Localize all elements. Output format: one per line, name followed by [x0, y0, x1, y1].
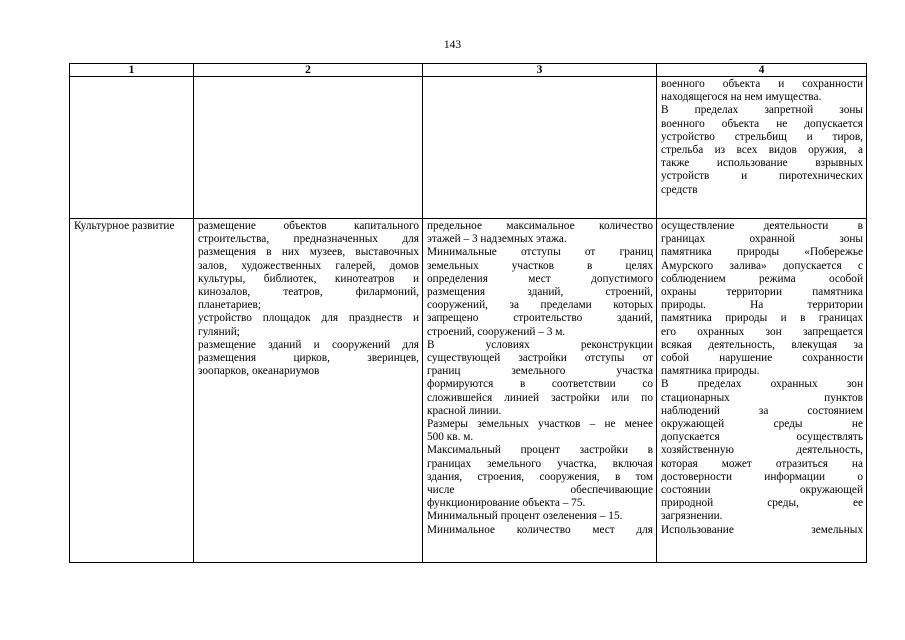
page-number: 143: [443, 39, 462, 51]
column-header-3: 3: [423, 64, 657, 77]
parameters-text-line: Минимальное количество мест для: [427, 523, 653, 536]
restrictions-text-line: памятника природы «Побережье: [661, 246, 863, 259]
restrictions-text-line: которая может отразиться на: [661, 457, 863, 470]
permitted-use-text-line: строительства, предназначенных для: [198, 233, 419, 246]
parameters-text-line: границ земельного участка: [427, 365, 653, 378]
parameters-text-line: сложившейся линией застройки или по: [427, 391, 653, 404]
zoning-table: [69, 63, 867, 563]
continuation-text-line: стрельба из всех видов оружия, а: [661, 144, 863, 157]
parameters-text-line: определения мест допустимого: [427, 272, 653, 285]
parameters-text-line: В условиях реконструкции: [427, 338, 653, 351]
restrictions-text-line: стационарных пунктов: [661, 391, 863, 404]
continuation-text-line: устройство стрельбищ и тиров,: [661, 130, 863, 143]
permitted-use-text-line: культуры, библиотек, кинотеатров и: [198, 272, 419, 285]
restrictions-text-line: природы. На территории: [661, 299, 863, 312]
parameters-text-line: размещения зданий, строений,: [427, 286, 653, 299]
restrictions-text-line: памятника природы и в границах: [661, 312, 863, 325]
restrictions-text-line: достоверности информации о: [661, 470, 863, 483]
restrictions-text-line: Использование земельных: [661, 523, 863, 536]
parameters-text-line: Минимальный процент озеленения – 15.: [427, 510, 623, 523]
restrictions-text-line: хозяйственную деятельность,: [661, 444, 863, 457]
parameters-text-line: числе обеспечивающие: [427, 484, 653, 497]
land-use-type: Культурное развитие: [74, 220, 175, 232]
parameters-text-line: Максимальный процент застройки в: [427, 444, 653, 457]
restrictions-text-line: осуществление деятельности в: [661, 220, 863, 232]
permitted-use-text-line: размещения цирков, зверинцев,: [198, 352, 419, 365]
land-use-type-cell: [70, 219, 194, 563]
continuation-cell-2: [194, 77, 423, 219]
column-header-1: 1: [70, 64, 194, 77]
parameters-text-line: существующей застройки отступы от: [427, 352, 653, 365]
continuation-row: [70, 77, 867, 219]
continuation-cell-3: [423, 77, 657, 219]
parameters-text-line: запрещено строительство зданий,: [427, 312, 653, 325]
continuation-cell-1: [70, 77, 194, 219]
parameters-text-line: здания, строения, сооружения, в том: [427, 470, 653, 483]
restrictions-text-line: соблюдением режима особой: [661, 272, 863, 285]
permitted-use-text-line: кинозалов, театров, филармоний,: [198, 286, 419, 299]
restrictions-text-line: собой нарушение сохранности: [661, 352, 863, 365]
permitted-use-text-line: планетариев;: [198, 299, 262, 312]
continuation-text-line: средств: [661, 183, 698, 196]
continuation-text-line: находящегося на нем имущества.: [661, 91, 822, 104]
continuation-text-line: В пределах запретной зоны: [661, 104, 863, 117]
restrictions-text-line: наблюдений за состоянием: [661, 404, 863, 417]
parameters-text-line: сооружений, за пределами которых: [427, 299, 653, 312]
permitted-use-cell: [194, 219, 423, 563]
parameters-text-line: предельное максимальное количество: [427, 220, 653, 232]
parameters-text-line: красной линии.: [427, 404, 502, 417]
restrictions-text-line: Амурского залива» допускается с: [661, 259, 863, 272]
parameters-text-line: функционирование объекта – 75.: [427, 497, 586, 510]
permitted-use-text-line: устройство площадок для празднеств и: [198, 312, 419, 325]
column-header-2: 2: [194, 64, 423, 77]
restrictions-cell: [657, 219, 867, 563]
restrictions-text-line: В пределах охранных зон: [661, 378, 863, 391]
parameters-text-line: Минимальные отступы от границ: [427, 246, 653, 259]
parameters-text-line: этажей – 3 надземных этажа.: [427, 233, 567, 246]
parameters-text-line: земельных участков в целях: [427, 259, 653, 272]
restrictions-text-line: загрязнении.: [661, 510, 723, 523]
column-header-4: 4: [657, 64, 867, 77]
restrictions-text-line: окружающей среды не: [661, 418, 863, 431]
continuation-text-line: военного объекта и сохранности: [661, 78, 863, 90]
continuation-text-line: военного объекта не допускается: [661, 117, 863, 130]
restrictions-text-line: его охранных зон запрещается: [661, 325, 863, 338]
parameters-text-line: 500 кв. м.: [427, 431, 474, 444]
restrictions-text-line: природной среды, ее: [661, 497, 863, 510]
parameters-text-line: формируются в соответствии со: [427, 378, 653, 391]
parameters-text-line: строений, сооружений – 3 м.: [427, 325, 566, 338]
continuation-text-line: устройств и пиротехнических: [661, 170, 863, 183]
restrictions-text-line: памятника природы.: [661, 365, 760, 378]
permitted-use-text-line: размещения в них музеев, выставочных: [198, 246, 419, 259]
table-row: [70, 219, 867, 563]
permitted-use-text-line: гуляний;: [198, 325, 240, 338]
permitted-use-text-line: размещение объектов капитального: [198, 220, 419, 232]
restrictions-text-line: состоянии окружающей: [661, 484, 863, 497]
parameters-cell: [423, 219, 657, 563]
permitted-use-text-line: размещение зданий и сооружений для: [198, 338, 419, 351]
permitted-use-text-line: залов, художественных галерей, домов: [198, 259, 419, 272]
restrictions-text-line: допускается осуществлять: [661, 431, 863, 444]
parameters-text-line: границах земельного участка, включая: [427, 457, 653, 470]
continuation-text-line: также использование взрывных: [661, 157, 863, 170]
permitted-use-text-line: зоопарков, океанариумов: [198, 365, 320, 378]
table-header-row: [70, 64, 867, 77]
restrictions-text-line: границах охранной зоны: [661, 233, 863, 246]
continuation-cell-4: [657, 77, 867, 219]
restrictions-text-line: всякая деятельность, влекущая за: [661, 338, 863, 351]
parameters-text-line: Размеры земельных участков – не менее: [427, 418, 653, 431]
restrictions-text-line: охраны территории памятника: [661, 286, 863, 299]
